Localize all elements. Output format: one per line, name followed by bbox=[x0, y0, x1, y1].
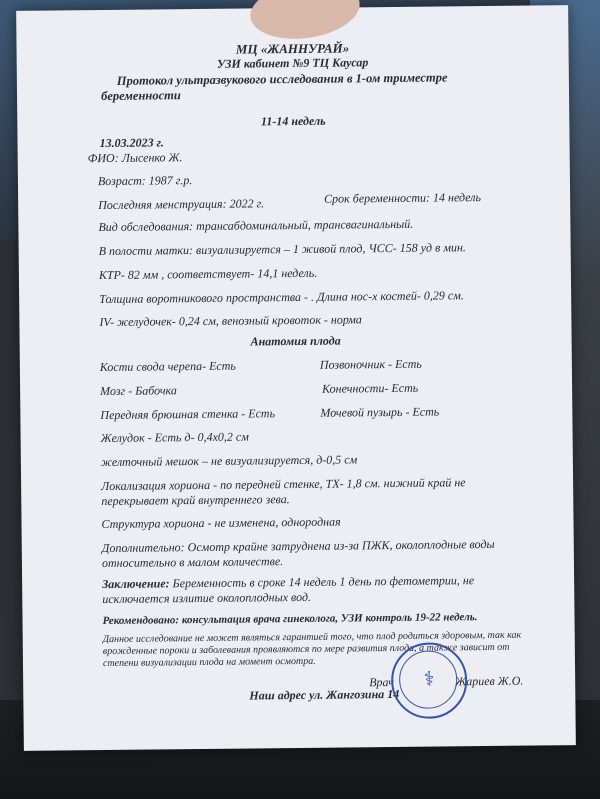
anatomy-stomach: Желудок - Есть д- 0,4x0,2 см bbox=[100, 429, 249, 446]
anatomy-bladder: Мочевой пузырь - Есть bbox=[320, 404, 440, 420]
additional-notes: Дополнительно: Осмотр крайне затруднена из-за ПЖК, околоплодные воды bbox=[101, 536, 495, 556]
seal-emblem-icon: ⚕ bbox=[423, 666, 435, 691]
anatomy-spine: Позвоночник - Есть bbox=[319, 356, 422, 372]
patient-age: Возраст: 1987 г.р. bbox=[97, 173, 193, 189]
patient-name: ФИО: Лысенко Ж. bbox=[87, 150, 183, 166]
exam-date: 13.03.2023 г. bbox=[99, 135, 164, 151]
protocol-title: Протокол ультразвукового исследования в 1-ом триместре bbox=[116, 70, 448, 88]
anatomy-abdominal-wall: Передняя брюшная стенка - Есть bbox=[100, 406, 276, 423]
disclaimer-line-2: врожденные пороки и заболевания проявляются по мере развития плода, а также зависит от bbox=[102, 641, 510, 658]
conclusion-text: Беременность в сроке 14 недель 1 день по фетометрии, не bbox=[169, 573, 475, 591]
anatomy-brain: Мозг - Бабочка bbox=[100, 383, 177, 399]
chorion-location: Локализация хориона - по передней стенке, ТХ- 1,8 см. нижний край не bbox=[101, 475, 466, 494]
last-period: Последняя менструация: 2022 г. bbox=[98, 196, 265, 213]
clinic-name: МЦ «ЖАННУРАЙ» bbox=[235, 40, 350, 57]
doctor-name: Жариев Ж.О. bbox=[455, 673, 524, 689]
pregnancy-term: Срок беременности: 14 недель bbox=[324, 190, 482, 206]
exam-type: Вид обследования: трансабдоминальный, трансвагинальный. bbox=[98, 216, 414, 235]
ventricle-measure: IV- желудочек- 0,24 см, венозный кровоток - норма bbox=[99, 312, 362, 330]
clinic-seal bbox=[391, 642, 468, 719]
anatomy-skull: Кости свода черепа- Есть bbox=[99, 358, 236, 375]
yolk-sac: желточный мешок – не визуализируется, д-0,5 см bbox=[100, 452, 358, 470]
anatomy-limbs: Конечности- Есть bbox=[322, 380, 419, 396]
conclusion-label: Заключение: bbox=[102, 576, 170, 592]
chorion-location-cont: перекрывает край внутреннего зева. bbox=[101, 492, 290, 509]
anatomy-title: Анатомия плода bbox=[250, 333, 341, 349]
conclusion-cont: исключается излитие околоплодных вод. bbox=[102, 589, 312, 607]
weeks-range: 11-14 недель bbox=[260, 113, 326, 129]
collar-space: Толщина воротникового пространства - . Длина нос-х костей- 0,29 см. bbox=[99, 288, 464, 307]
room-info: УЗИ кабинет №9 ТЦ Каусар bbox=[216, 55, 369, 71]
recommendation: Рекомендовано: консультация врача гинеколога, УЗИ контроль 19-22 недель. bbox=[102, 611, 478, 628]
ktr-measure: КТР- 82 мм , соответствует- 14,1 недель. bbox=[98, 265, 318, 283]
clinic-address: Наш адрес ул. Жангозина 14 bbox=[249, 686, 400, 703]
disclaimer-line-1: Данное исследование не может являться гарантией того, что плод родиться здоровым, так как bbox=[102, 629, 522, 646]
disclaimer-line-3: степени визуализации плода на момент осмотра. bbox=[102, 655, 316, 670]
protocol-title-cont: беременности bbox=[100, 88, 181, 104]
uterus-findings: В полости матки: визуализируется – 1 живой плод, ЧСС- 158 уд в мин. bbox=[98, 240, 466, 259]
additional-notes-cont: относительно в малом количестве. bbox=[101, 554, 284, 571]
chorion-structure: Структура хориона - не изменена, однородная bbox=[101, 514, 341, 532]
protocol-document bbox=[16, 5, 576, 751]
doctor-label: Врач bbox=[369, 674, 395, 690]
